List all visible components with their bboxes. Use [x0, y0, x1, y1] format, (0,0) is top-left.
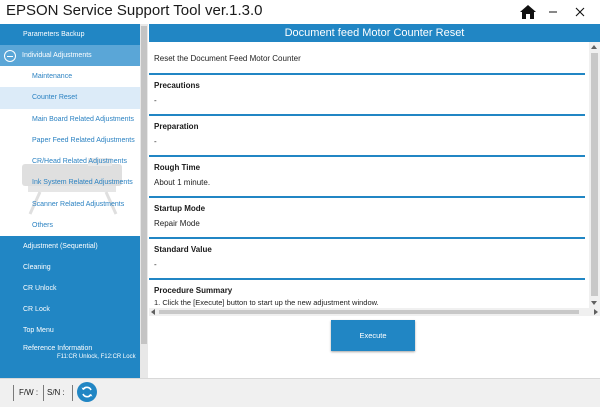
sidebar-item-cr-lock[interactable]: CR Lock: [23, 306, 50, 314]
sidebar-group-label: Individual Adjustments: [22, 52, 92, 59]
section-title: Precautions: [149, 73, 585, 93]
sidebar: [0, 24, 148, 378]
sidebar-item-cleaning[interactable]: Cleaning: [23, 264, 51, 272]
scroll-left-arrow-icon[interactable]: [151, 309, 155, 315]
sidebar-item-adjustment-sequential[interactable]: Adjustment (Sequential): [23, 243, 98, 251]
refresh-icon: [80, 385, 94, 399]
status-divider: [43, 385, 44, 401]
section-body: -: [154, 96, 157, 105]
sidebar-item-top-menu[interactable]: Top Menu: [23, 327, 54, 335]
serial-number-label: S/N :: [47, 388, 65, 397]
content-vertical-scrollbar[interactable]: [589, 42, 600, 308]
status-divider: [72, 385, 73, 401]
sidebar-sub-item-others[interactable]: Others: [32, 222, 54, 230]
page-title: Document feed Motor Counter Reset: [149, 24, 600, 42]
section-body: -: [154, 137, 157, 146]
sidebar-item-cr-unlock[interactable]: CR Unlock: [23, 285, 57, 293]
sidebar-sub-item-maintenance[interactable]: Maintenance: [32, 73, 73, 80]
sidebar-sub-item-cr-head[interactable]: CR/Head Related Adjustments: [32, 158, 127, 166]
sidebar-sub-item-main-board[interactable]: Main Board Related Adjustments: [32, 115, 134, 123]
content-horizontal-scrollbar[interactable]: [149, 308, 600, 316]
sidebar-scrollbar[interactable]: [140, 24, 148, 378]
section-title: Procedure Summary: [149, 278, 585, 298]
section-startup-mode: [149, 196, 589, 237]
horizontal-scrollbar-thumb[interactable]: [159, 310, 579, 314]
content-intro: Reset the Document Feed Motor Counter: [154, 54, 301, 63]
scroll-up-arrow-icon[interactable]: [591, 45, 597, 49]
status-divider: [13, 385, 14, 401]
section-precautions: [149, 73, 589, 114]
procedure-step: 1. Click the [Execute] button to start up the new adjustment window.: [154, 298, 379, 307]
collapse-icon[interactable]: [4, 50, 16, 62]
content-panel: [149, 42, 589, 308]
section-title: Rough Time: [149, 155, 585, 175]
refresh-button[interactable]: [77, 382, 97, 402]
section-body: About 1 minute.: [154, 178, 211, 187]
home-icon[interactable]: [516, 2, 540, 22]
section-preparation: [149, 114, 589, 155]
sidebar-item-label: Parameters Backup: [23, 31, 85, 38]
section-title: Standard Value: [149, 237, 585, 257]
reference-shortcuts: F11:CR Unlock, F12:CR Lock: [57, 354, 136, 361]
sidebar-sub-list: [0, 66, 148, 236]
sidebar-group-individual-adjustments[interactable]: [0, 45, 148, 66]
reference-label: Reference Information: [23, 345, 93, 353]
sidebar-scrollbar-thumb[interactable]: [141, 26, 147, 344]
section-procedure-summary: [149, 278, 589, 307]
scroll-right-arrow-icon[interactable]: [594, 309, 598, 315]
sidebar-sub-item-scanner[interactable]: Scanner Related Adjustments: [32, 200, 125, 208]
section-title: Preparation: [149, 114, 585, 134]
close-icon[interactable]: [568, 2, 592, 22]
sidebar-sub-item-paper-feed[interactable]: Paper Feed Related Adjustments: [32, 136, 135, 144]
sidebar-sub-item-ink-system[interactable]: Ink System Related Adjustments: [32, 179, 133, 187]
section-rough-time: [149, 155, 589, 196]
section-title: Startup Mode: [149, 196, 585, 216]
title-bar: [0, 0, 600, 24]
section-standard-value: [149, 237, 589, 278]
section-body: -: [154, 260, 157, 269]
scroll-down-arrow-icon[interactable]: [591, 301, 597, 305]
section-body: Repair Mode: [154, 219, 200, 228]
vertical-scrollbar-thumb[interactable]: [591, 53, 598, 296]
sidebar-item-parameters-backup[interactable]: [0, 24, 148, 45]
firmware-label: F/W :: [19, 388, 39, 397]
sidebar-sub-item-counter-reset[interactable]: Counter Reset: [0, 87, 148, 108]
minimize-icon[interactable]: [541, 2, 565, 22]
execute-button[interactable]: Execute: [331, 320, 415, 351]
app-title: EPSON Service Support Tool ver.1.3.0: [6, 2, 263, 19]
sidebar-item-reference-information[interactable]: [0, 341, 148, 360]
